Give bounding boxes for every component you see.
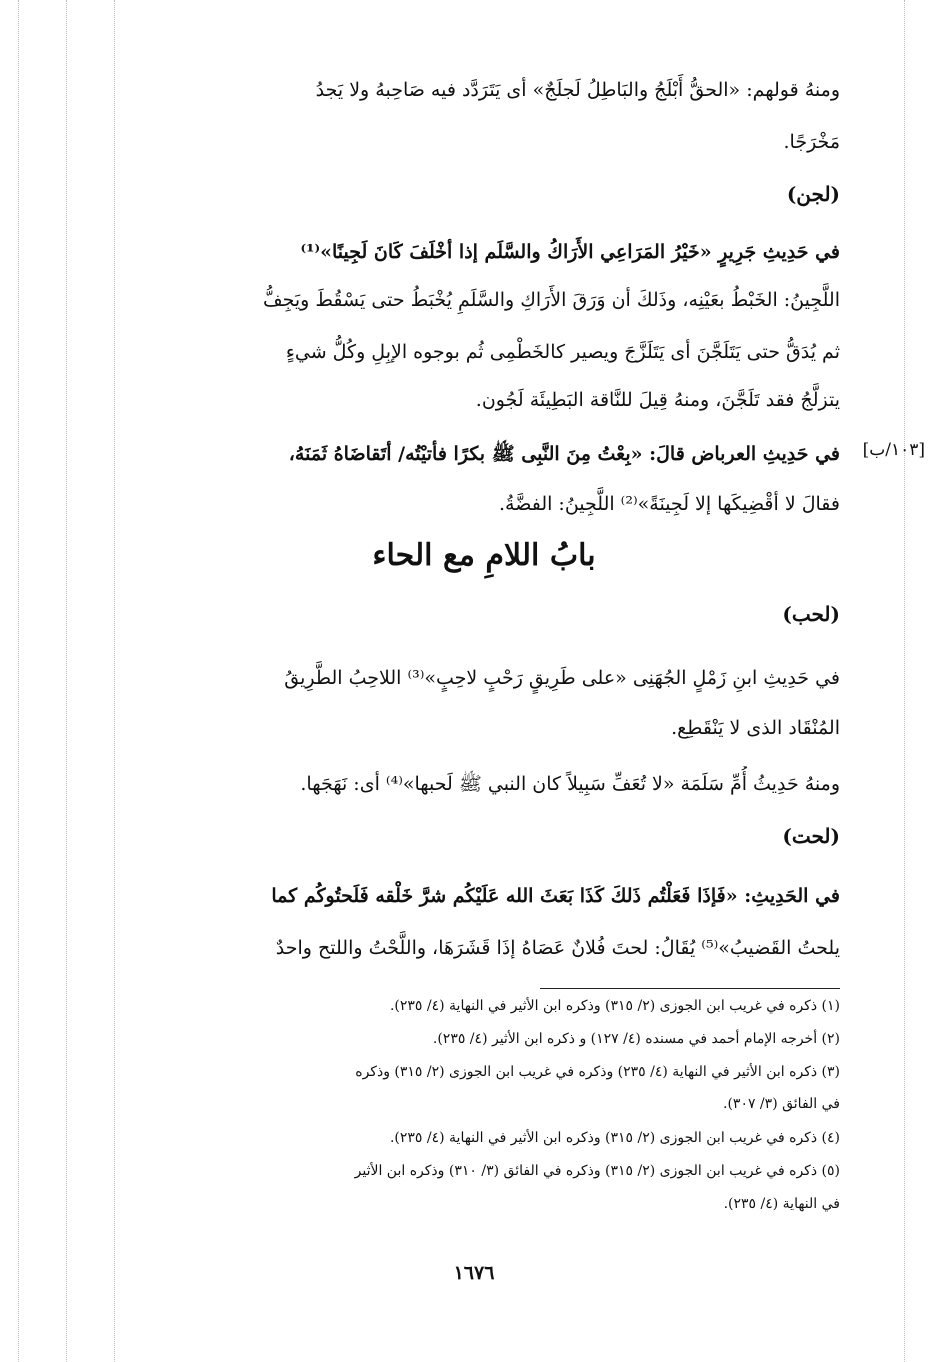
- body-line: المُنْقَاد الذى لا يَنْقَطِع.: [671, 717, 840, 739]
- page-number: ١٦٧٦: [453, 1262, 495, 1284]
- body-line: يلحتُ القَضيبُ»⁽⁵⁾ يُقَالُ: لحتَ فُلانٌ عَصَاهُ إذَا قَشَرَهَا، واللَّحْتُ واللتح واحدٌ: [275, 937, 840, 959]
- body-line: في الحَدِيثِ: «فَإذَا فَعَلْتُم ذَلكَ كَذَا بَعَثَ الله عَلَيْكُم شرَّ خَلْقه فَلَحتُوكُم كما: [271, 885, 840, 907]
- footnote: في الفائق (٣/ ٣٠٧).: [723, 1096, 840, 1112]
- footnote: (٣) ذكره ابن الأثير في النهاية (٤/ ٢٣٥) وذكره في غريب ابن الجوزى (٢/ ٣١٥) وذكره: [355, 1064, 840, 1080]
- body-line: في حَدِيثِ العرباض قالَ: «بِعْتُ مِنَ النَّبِى ﷺ بكرًا فأتيْتُه/ أتَقاضَاهُ ثَمَنَهُ،: [288, 443, 840, 465]
- chapter-title: بابُ اللامِ مع الحاء: [372, 538, 596, 573]
- body-line: مَخْرَجًا.: [783, 131, 840, 153]
- body-line: فقالَ لا أقْضِيكَها إلا لَجِينَةً»⁽²⁾ اللَّجِينُ: الفضَّةُ.: [499, 493, 840, 515]
- body-line: في حَدِيثِ ابنِ زَمْلٍ الجُهَنِى «على طَرِيقٍ رَحْبٍ لاحِبٍ»⁽³⁾ اللاحِبُ الطَّرِيقُ: [284, 667, 840, 689]
- body-line: في حَدِيثِ جَرِيرٍ «خَيْرُ المَرَاعِي الأَرَاكُ والسَّلَم إذا أخْلَفَ كَانَ لَجِينًا»⁽¹⁾: [300, 241, 840, 263]
- margin-guide: [904, 0, 905, 1362]
- body-line: ومنهُ قولهم: «الحقُّ أَبْلَجُ والبَاطِلُ لَجلَجٌ» أى يَتَرَدَّد فيه صَاحِبهُ ولا يَجدُ: [315, 79, 840, 101]
- footnote: (١) ذكره في غريب ابن الجوزى (٢/ ٣١٥) وذكره ابن الأثير في النهاية (٤/ ٢٣٥).: [389, 998, 840, 1014]
- footnote: في النهاية (٤/ ٢٣٥).: [723, 1196, 840, 1212]
- manuscript-folio-marker: [١٠٣/ب]: [862, 440, 925, 460]
- entry-heading: (لجن): [786, 182, 840, 206]
- entry-heading: (لحت): [782, 824, 840, 848]
- footnote-rule: [540, 988, 840, 989]
- footnote: (٥) ذكره في غريب ابن الجوزى (٢/ ٣١٥) وذكره في الفائق (٣/ ٣١٠) وذكره ابن الأثير: [354, 1163, 840, 1179]
- margin-guide: [66, 0, 67, 1362]
- body-line: ومنهُ حَدِيثُ أُمِّ سَلَمَة «لا تُعَفِّ سَبِيلاً كان النبي ﷺ لَحبها»⁽⁴⁾ أى: نَهَجَها.: [300, 773, 840, 795]
- entry-heading: (لحب): [782, 602, 840, 626]
- footnote: (٤) ذكره في غريب ابن الجوزى (٢/ ٣١٥) وذكره ابن الأثير في النهاية (٤/ ٢٣٥).: [389, 1130, 840, 1146]
- body-line: ثم يُدَقُّ حتى يَتَلَجَّنَ أى يَتَلَزَّجَ ويصير كالخَطْمِى ثُم بوجوه الإبِلِ وكُلُّ شيءٍ: [285, 341, 840, 363]
- margin-guide: [114, 0, 115, 1362]
- margin-guide: [18, 0, 19, 1362]
- footnote: (٢) أخرجه الإمام أحمد في مسنده (٤/ ١٢٧) و ذكره ابن الأثير (٤/ ٢٣٥).: [432, 1031, 840, 1047]
- body-line: يتزلَّجُ فقد تَلَجَّنَ، ومنهُ قِيلَ للنَّاقة البَطِيئَة لَجُون.: [475, 389, 840, 411]
- body-line: اللَّجِينُ: الخَبْطُ بعَيْنِه، وذَلكَ أن وَرَقَ الأَرَاكِ والسَّلَمِ يُخْبَطُ حتى يَسْقُطَ ويَجِفُّ: [262, 289, 840, 311]
